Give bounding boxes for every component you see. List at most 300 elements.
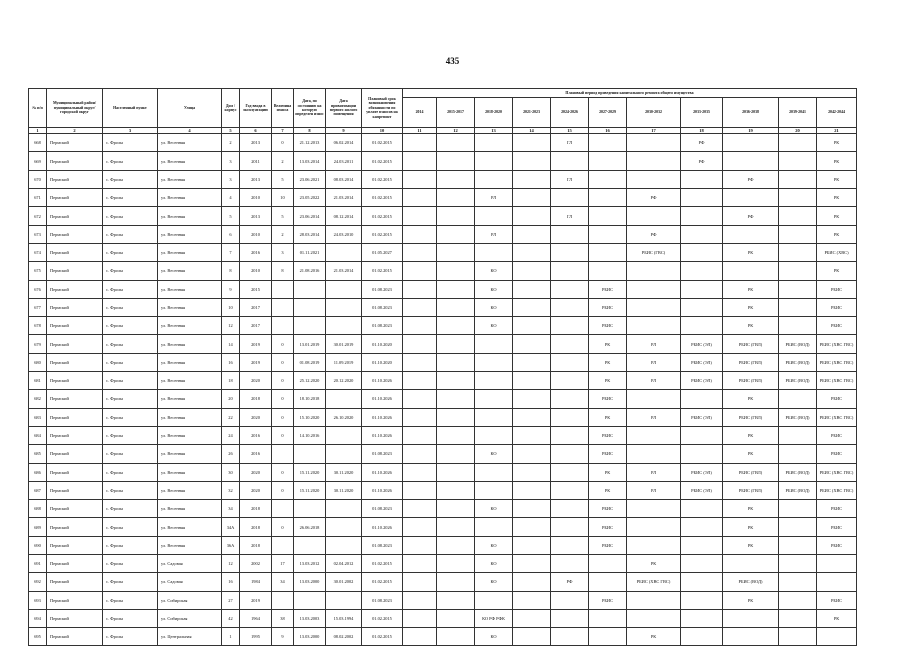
cell-period-work xyxy=(513,280,551,298)
cell-period-work xyxy=(551,317,589,335)
cell-period-work: РБИС (ХВС ГВС) xyxy=(817,335,857,353)
cell-wear-date xyxy=(294,317,326,335)
cell-priv-date xyxy=(326,500,362,518)
cell-wear: 8 xyxy=(272,262,294,280)
cell-period-work: РК xyxy=(817,134,857,152)
cell-period-work xyxy=(551,609,589,627)
cell-locality: с. Фролы xyxy=(103,170,158,188)
cell-period-work xyxy=(551,280,589,298)
table-row xyxy=(29,353,857,371)
cell-n: 672 xyxy=(29,207,47,225)
cell-period-work xyxy=(475,518,513,536)
cell-period-work: ГЛ xyxy=(551,170,589,188)
cell-period-work: РБИС (ГВЛ) xyxy=(723,481,779,499)
cell-period-work xyxy=(403,408,437,426)
cell-period-work: РЛ xyxy=(627,481,681,499)
cell-priv-date: 08.12.2014 xyxy=(326,207,362,225)
cell-period-work xyxy=(437,536,475,554)
cell-period-work: РК xyxy=(589,335,627,353)
cell-period-work xyxy=(589,628,627,646)
cell-period-work: РК xyxy=(723,500,779,518)
cell-locality: с. Фролы xyxy=(103,536,158,554)
cell-period-work xyxy=(551,298,589,316)
cell-period-work xyxy=(403,170,437,188)
cell-period-work xyxy=(513,445,551,463)
cell-wear: 0 xyxy=(272,335,294,353)
cell-year: 2016 xyxy=(240,445,272,463)
cell-period-work xyxy=(437,481,475,499)
cell-due-date: 01.10.2026 xyxy=(362,463,403,481)
cell-period-work xyxy=(513,536,551,554)
cell-period-work: РК xyxy=(723,243,779,261)
cell-priv-date xyxy=(326,243,362,261)
cell-period-work xyxy=(681,609,723,627)
cell-district: Пермский xyxy=(47,134,103,152)
cell-street: ул. Сибирская xyxy=(158,591,222,609)
cell-priv-date: 08.03.2014 xyxy=(326,170,362,188)
cell-priv-date xyxy=(326,390,362,408)
cell-period-work xyxy=(779,280,817,298)
cell-period-work xyxy=(627,591,681,609)
table-row xyxy=(29,500,857,518)
cell-wear-date: 26.06.2018 xyxy=(294,518,326,536)
cell-wear: 2 xyxy=(272,152,294,170)
cell-district: Пермский xyxy=(47,207,103,225)
cell-period-work xyxy=(817,555,857,573)
column-number: 20 xyxy=(779,128,817,134)
cell-period-work xyxy=(551,335,589,353)
cell-period-work: РБИС (ХВС) xyxy=(817,243,857,261)
cell-wear-date xyxy=(294,500,326,518)
table-body xyxy=(29,134,857,646)
cell-district: Пермский xyxy=(47,573,103,591)
cell-period-work: РБИС (ЭЛ) xyxy=(681,335,723,353)
cell-period-work xyxy=(513,481,551,499)
cell-district: Пермский xyxy=(47,317,103,335)
cell-year: 2013 xyxy=(240,207,272,225)
cell-period-work: РБИС (ХВС ГВС) xyxy=(817,481,857,499)
cell-year: 1984 xyxy=(240,573,272,591)
cell-period-work xyxy=(403,243,437,261)
cell-period-work xyxy=(403,609,437,627)
cell-period-work: ГЛ xyxy=(551,134,589,152)
cell-period-work: РБИС xyxy=(817,536,857,554)
cell-period-work xyxy=(403,298,437,316)
table-row xyxy=(29,536,857,554)
cell-house: 5 xyxy=(222,207,240,225)
cell-period-work xyxy=(681,573,723,591)
cell-period-work xyxy=(437,518,475,536)
cell-n: 682 xyxy=(29,390,47,408)
cell-n: 671 xyxy=(29,189,47,207)
cell-wear-date xyxy=(294,536,326,554)
cell-priv-date: 30.01.2019 xyxy=(326,335,362,353)
cell-period-work: КО xyxy=(475,280,513,298)
cell-period-work xyxy=(551,189,589,207)
cell-period-work: РБИС (ЭЛ) xyxy=(681,408,723,426)
cell-period-work xyxy=(779,317,817,335)
cell-district: Пермский xyxy=(47,445,103,463)
period-header: 2036-2038 xyxy=(723,98,779,128)
cell-period-work xyxy=(589,555,627,573)
cell-street: ул. Весенняя xyxy=(158,353,222,371)
cell-year: 2010 xyxy=(240,225,272,243)
cell-period-work: РЛ xyxy=(627,408,681,426)
cell-period-work xyxy=(551,353,589,371)
cell-wear: 38 xyxy=(272,609,294,627)
cell-wear-date: 13.01.2019 xyxy=(294,335,326,353)
cell-street: ул. Весенняя xyxy=(158,518,222,536)
cell-priv-date xyxy=(326,280,362,298)
cell-period-work xyxy=(779,555,817,573)
cell-period-work: РБИС (ВОД) xyxy=(779,408,817,426)
cell-year: 2018 xyxy=(240,518,272,536)
cell-locality: с. Фролы xyxy=(103,243,158,261)
cell-street: ул. Весенняя xyxy=(158,134,222,152)
cell-house: 32 xyxy=(222,481,240,499)
cell-period-work xyxy=(589,152,627,170)
cell-period-work: РК xyxy=(817,609,857,627)
cell-period-work xyxy=(681,426,723,444)
cell-period-work xyxy=(551,445,589,463)
cell-period-work: РФ xyxy=(681,152,723,170)
cell-period-work: РБИС (ХВС ГВС) xyxy=(817,463,857,481)
cell-period-work xyxy=(475,207,513,225)
cell-period-work xyxy=(627,170,681,188)
cell-period-work xyxy=(475,426,513,444)
cell-due-date: 01.08.2023 xyxy=(362,298,403,316)
table-row xyxy=(29,426,857,444)
cell-period-work xyxy=(437,390,475,408)
column-header: Дом / корпус xyxy=(222,89,240,128)
cell-wear-date xyxy=(294,445,326,463)
cell-period-work xyxy=(817,628,857,646)
cell-house: 10 xyxy=(222,298,240,316)
table-row xyxy=(29,225,857,243)
cell-period-work: РК xyxy=(627,555,681,573)
cell-n: 684 xyxy=(29,426,47,444)
column-number: 15 xyxy=(551,128,589,134)
cell-period-work xyxy=(779,573,817,591)
cell-due-date: 01.02.2015 xyxy=(362,207,403,225)
cell-period-work xyxy=(723,225,779,243)
cell-period-work xyxy=(513,262,551,280)
cell-year: 2013 xyxy=(240,134,272,152)
cell-year: 2010 xyxy=(240,262,272,280)
cell-period-work xyxy=(513,225,551,243)
cell-period-work xyxy=(513,573,551,591)
cell-n: 687 xyxy=(29,481,47,499)
cell-period-work xyxy=(513,317,551,335)
cell-district: Пермский xyxy=(47,463,103,481)
cell-house: 4 xyxy=(222,189,240,207)
cell-district: Пермский xyxy=(47,189,103,207)
period-header: 2014 xyxy=(403,98,437,128)
cell-period-work xyxy=(403,591,437,609)
cell-period-work xyxy=(589,262,627,280)
column-header: Дата, по состоянию на которую определен износ xyxy=(294,89,326,128)
cell-district: Пермский xyxy=(47,555,103,573)
capital-repair-register-table xyxy=(28,88,857,646)
cell-period-work: КО РФ РФК xyxy=(475,609,513,627)
cell-district: Пермский xyxy=(47,372,103,390)
cell-period-work xyxy=(437,298,475,316)
cell-district: Пермский xyxy=(47,426,103,444)
period-group-header: Плановый период проведения капитального ремонта общего имущества xyxy=(403,89,857,98)
cell-period-work xyxy=(681,390,723,408)
cell-period-work xyxy=(779,207,817,225)
cell-wear: 10 xyxy=(272,189,294,207)
cell-period-work: ГЛ xyxy=(551,207,589,225)
cell-due-date: 01.10.2026 xyxy=(362,372,403,390)
cell-period-work xyxy=(589,225,627,243)
cell-district: Пермский xyxy=(47,536,103,554)
cell-period-work xyxy=(627,500,681,518)
table-row xyxy=(29,555,857,573)
cell-district: Пермский xyxy=(47,591,103,609)
cell-wear xyxy=(272,280,294,298)
cell-period-work xyxy=(403,372,437,390)
cell-period-work: РБИС xyxy=(817,280,857,298)
cell-period-work xyxy=(403,152,437,170)
cell-period-work: РЛ xyxy=(475,189,513,207)
cell-period-work xyxy=(403,262,437,280)
cell-period-work: РБИС xyxy=(589,518,627,536)
cell-period-work xyxy=(403,426,437,444)
cell-locality: с. Фролы xyxy=(103,609,158,627)
cell-period-work: РФ xyxy=(551,573,589,591)
cell-n: 673 xyxy=(29,225,47,243)
cell-wear-date xyxy=(294,298,326,316)
cell-year: 2019 xyxy=(240,335,272,353)
cell-locality: с. Фролы xyxy=(103,207,158,225)
cell-period-work xyxy=(403,335,437,353)
cell-n: 683 xyxy=(29,408,47,426)
table-row xyxy=(29,591,857,609)
cell-period-work xyxy=(551,628,589,646)
table-row xyxy=(29,170,857,188)
cell-house: 8 xyxy=(222,262,240,280)
cell-period-work xyxy=(627,390,681,408)
cell-house: 3 xyxy=(222,152,240,170)
cell-priv-date: 21.03.2014 xyxy=(326,262,362,280)
cell-period-work xyxy=(437,573,475,591)
column-number: 9 xyxy=(326,128,362,134)
cell-year: 2020 xyxy=(240,481,272,499)
cell-priv-date xyxy=(326,426,362,444)
cell-period-work: РК xyxy=(589,463,627,481)
column-number: 19 xyxy=(723,128,779,134)
cell-wear: 9 xyxy=(272,628,294,646)
cell-house: 2 xyxy=(222,134,240,152)
table-row xyxy=(29,573,857,591)
cell-period-work xyxy=(475,243,513,261)
cell-street: ул. Весенняя xyxy=(158,243,222,261)
cell-street: ул. Весенняя xyxy=(158,152,222,170)
cell-district: Пермский xyxy=(47,243,103,261)
cell-district: Пермский xyxy=(47,170,103,188)
cell-period-work xyxy=(779,536,817,554)
cell-wear-date: 23.06.2014 xyxy=(294,207,326,225)
cell-period-work: РБИС (ВОД) xyxy=(779,463,817,481)
cell-period-work xyxy=(437,372,475,390)
cell-locality: с. Фролы xyxy=(103,225,158,243)
cell-period-work xyxy=(627,518,681,536)
cell-n: 675 xyxy=(29,262,47,280)
cell-locality: с. Фролы xyxy=(103,518,158,536)
cell-priv-date xyxy=(326,298,362,316)
cell-house: 20 xyxy=(222,390,240,408)
cell-locality: с. Фролы xyxy=(103,317,158,335)
column-header: Величина износа xyxy=(272,89,294,128)
cell-period-work: РК xyxy=(589,408,627,426)
cell-street: ул. Сибирская xyxy=(158,609,222,627)
cell-priv-date: 30.11.2020 xyxy=(326,463,362,481)
cell-street: ул. Весенняя xyxy=(158,225,222,243)
cell-period-work xyxy=(403,134,437,152)
cell-house: 27 xyxy=(222,591,240,609)
cell-house: 12 xyxy=(222,555,240,573)
cell-house: 16 xyxy=(222,353,240,371)
cell-n: 689 xyxy=(29,518,47,536)
table-row xyxy=(29,207,857,225)
cell-locality: с. Фролы xyxy=(103,555,158,573)
cell-locality: с. Фролы xyxy=(103,481,158,499)
cell-priv-date: 20.12.2020 xyxy=(326,372,362,390)
cell-wear-date: 13.03.2000 xyxy=(294,573,326,591)
cell-period-work: РБИС (ВОД) xyxy=(779,353,817,371)
cell-due-date: 01.08.2023 xyxy=(362,445,403,463)
cell-year: 2013 xyxy=(240,170,272,188)
cell-wear: 3 xyxy=(272,243,294,261)
cell-period-work xyxy=(551,481,589,499)
cell-period-work: РК xyxy=(723,518,779,536)
cell-priv-date: 06.02.2014 xyxy=(326,134,362,152)
cell-district: Пермский xyxy=(47,225,103,243)
cell-district: Пермский xyxy=(47,628,103,646)
cell-due-date: 01.02.2015 xyxy=(362,225,403,243)
cell-period-work xyxy=(589,134,627,152)
cell-wear xyxy=(272,298,294,316)
cell-period-work: РК xyxy=(817,152,857,170)
period-header: 2027-2029 xyxy=(589,98,627,128)
cell-period-work xyxy=(681,280,723,298)
cell-due-date: 01.08.2023 xyxy=(362,500,403,518)
cell-period-work xyxy=(627,280,681,298)
cell-period-work xyxy=(437,225,475,243)
cell-period-work xyxy=(475,591,513,609)
cell-period-work xyxy=(817,573,857,591)
cell-period-work xyxy=(681,500,723,518)
cell-period-work xyxy=(779,170,817,188)
cell-period-work: РК xyxy=(589,481,627,499)
cell-period-work: РЛ xyxy=(627,372,681,390)
cell-locality: с. Фролы xyxy=(103,573,158,591)
cell-wear-date: 28.03.2014 xyxy=(294,225,326,243)
cell-due-date: 01.05.2027 xyxy=(362,243,403,261)
cell-period-work xyxy=(475,170,513,188)
cell-due-date: 01.08.2023 xyxy=(362,591,403,609)
cell-house: 9 xyxy=(222,280,240,298)
cell-period-work: РК xyxy=(723,317,779,335)
cell-period-work: РБИС xyxy=(589,426,627,444)
cell-period-work xyxy=(779,152,817,170)
cell-wear: 0 xyxy=(272,518,294,536)
cell-priv-date: 24.03.2010 xyxy=(326,225,362,243)
cell-priv-date: 11.09.2019 xyxy=(326,353,362,371)
column-number: 13 xyxy=(475,128,513,134)
cell-due-date: 01.08.2023 xyxy=(362,536,403,554)
cell-period-work xyxy=(681,298,723,316)
cell-house: 6 xyxy=(222,225,240,243)
cell-wear-date: 23.06.2021 xyxy=(294,170,326,188)
cell-period-work xyxy=(403,445,437,463)
cell-period-work xyxy=(475,134,513,152)
cell-wear-date: 15.10.2020 xyxy=(294,408,326,426)
cell-period-work xyxy=(437,189,475,207)
cell-district: Пермский xyxy=(47,518,103,536)
table-row xyxy=(29,262,857,280)
cell-period-work xyxy=(723,134,779,152)
cell-period-work xyxy=(723,152,779,170)
cell-wear-date xyxy=(294,591,326,609)
cell-period-work: РК xyxy=(817,262,857,280)
cell-period-work xyxy=(551,408,589,426)
cell-wear-date: 18.10.2018 xyxy=(294,390,326,408)
cell-period-work xyxy=(475,463,513,481)
cell-priv-date: 30.11.2020 xyxy=(326,481,362,499)
cell-due-date: 01.02.2015 xyxy=(362,555,403,573)
cell-n: 692 xyxy=(29,573,47,591)
cell-period-work: РБИС xyxy=(589,280,627,298)
cell-period-work xyxy=(513,189,551,207)
cell-year: 2016 xyxy=(240,243,272,261)
cell-period-work: РБИС (ВОД) xyxy=(779,335,817,353)
cell-house: 7 xyxy=(222,243,240,261)
cell-n: 674 xyxy=(29,243,47,261)
cell-period-work xyxy=(627,445,681,463)
cell-period-work: РБИС xyxy=(817,591,857,609)
table-row xyxy=(29,152,857,170)
cell-period-work xyxy=(589,573,627,591)
cell-priv-date: 08.02.2002 xyxy=(326,628,362,646)
cell-period-work xyxy=(437,408,475,426)
cell-period-work xyxy=(681,189,723,207)
table-row xyxy=(29,189,857,207)
cell-period-work xyxy=(513,152,551,170)
cell-period-work xyxy=(437,170,475,188)
cell-period-work xyxy=(513,335,551,353)
cell-period-work: РБИС (ГВЛ) xyxy=(723,408,779,426)
cell-n: 676 xyxy=(29,280,47,298)
cell-period-work xyxy=(681,591,723,609)
cell-period-work xyxy=(437,628,475,646)
table-header xyxy=(29,89,857,134)
column-header: № п/п xyxy=(29,89,47,128)
cell-house: 3 xyxy=(222,170,240,188)
cell-locality: с. Фролы xyxy=(103,628,158,646)
cell-period-work xyxy=(513,463,551,481)
cell-period-work xyxy=(779,134,817,152)
cell-locality: с. Фролы xyxy=(103,426,158,444)
cell-street: ул. Весенняя xyxy=(158,390,222,408)
cell-period-work xyxy=(627,298,681,316)
cell-period-work xyxy=(723,609,779,627)
cell-period-work: РБИС xyxy=(817,390,857,408)
cell-district: Пермский xyxy=(47,335,103,353)
cell-period-work xyxy=(589,207,627,225)
cell-period-work xyxy=(681,628,723,646)
